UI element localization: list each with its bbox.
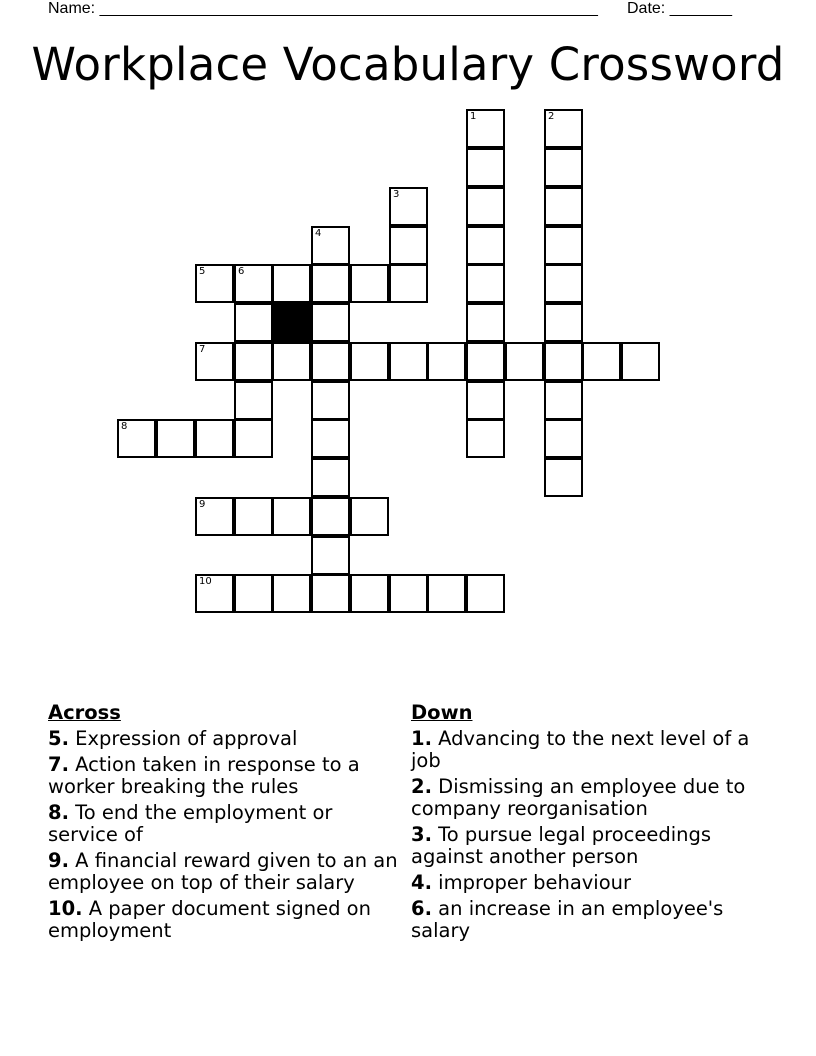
grid-cell[interactable]	[389, 226, 428, 265]
date-field-label: Date: _______	[627, 0, 732, 17]
grid-cell[interactable]	[389, 574, 428, 613]
grid-cell[interactable]	[544, 109, 583, 148]
grid-cell[interactable]	[311, 303, 350, 342]
across-heading: Across	[48, 701, 121, 724]
grid-cell[interactable]	[234, 381, 273, 420]
grid-cell[interactable]	[117, 419, 156, 458]
across-clue: 5. Expression of approval	[48, 727, 298, 750]
grid-cell[interactable]	[311, 458, 350, 497]
grid-cell[interactable]	[544, 419, 583, 458]
grid-cell[interactable]	[544, 264, 583, 303]
grid-cell[interactable]	[195, 264, 234, 303]
black-cell	[272, 303, 311, 342]
grid-cell[interactable]	[582, 342, 621, 381]
grid-cell[interactable]	[350, 497, 389, 536]
across-clues	[48, 702, 398, 946]
clue-number: 7	[199, 344, 206, 355]
grid-cell[interactable]	[427, 574, 466, 613]
across-clue: 7. Action taken in response to a worker breaking the rules	[48, 753, 360, 798]
grid-cell[interactable]	[234, 419, 273, 458]
grid-cell[interactable]	[311, 536, 350, 575]
grid-cell[interactable]	[350, 574, 389, 613]
across-clue: 8. To end the employment or service of	[48, 801, 333, 846]
grid-cell[interactable]	[311, 497, 350, 536]
grid-cell[interactable]	[195, 497, 234, 536]
clue-number: 8	[121, 421, 128, 432]
grid-cell[interactable]	[427, 342, 466, 381]
grid-cell[interactable]	[311, 381, 350, 420]
grid-cell[interactable]	[350, 264, 389, 303]
grid-cell[interactable]	[544, 342, 583, 381]
grid-cell[interactable]	[621, 342, 660, 381]
grid-cell[interactable]	[389, 264, 428, 303]
grid-cell[interactable]	[195, 342, 234, 381]
grid-cell[interactable]	[466, 381, 505, 420]
clue-number: 6	[238, 266, 245, 277]
grid-cell[interactable]	[311, 226, 350, 265]
grid-cell[interactable]	[466, 264, 505, 303]
down-clue: 2. Dismissing an employee due to company reorganisation	[411, 775, 746, 820]
grid-cell[interactable]	[272, 574, 311, 613]
clue-number: 10	[199, 576, 212, 587]
grid-cell[interactable]	[234, 497, 273, 536]
grid-cell[interactable]	[466, 187, 505, 226]
grid-cell[interactable]	[234, 264, 273, 303]
grid-cell[interactable]	[544, 458, 583, 497]
grid-cell[interactable]	[311, 264, 350, 303]
down-clue: 6. an increase in an employee's salary	[411, 897, 724, 942]
grid-cell[interactable]	[544, 226, 583, 265]
grid-cell[interactable]	[466, 226, 505, 265]
grid-cell[interactable]	[389, 187, 428, 226]
grid-cell[interactable]	[272, 264, 311, 303]
grid-cell[interactable]	[466, 419, 505, 458]
grid-cell[interactable]	[544, 303, 583, 342]
clue-number: 3	[393, 189, 400, 200]
grid-cell[interactable]	[466, 303, 505, 342]
down-clue: 1. Advancing to the next level of a job	[411, 727, 750, 772]
grid-cell[interactable]	[350, 342, 389, 381]
grid-cell[interactable]	[234, 342, 273, 381]
down-clue: 4. improper behaviour	[411, 871, 632, 894]
grid-cell[interactable]	[272, 342, 311, 381]
grid-cell[interactable]	[466, 342, 505, 381]
grid-cell[interactable]	[505, 342, 544, 381]
grid-cell[interactable]	[195, 574, 234, 613]
grid-cell[interactable]	[234, 574, 273, 613]
clue-number: 4	[315, 228, 322, 239]
grid-cell[interactable]	[466, 574, 505, 613]
down-heading: Down	[411, 701, 473, 724]
grid-cell[interactable]	[544, 148, 583, 187]
clue-number: 9	[199, 499, 206, 510]
grid-cell[interactable]	[311, 419, 350, 458]
clue-number: 5	[199, 266, 206, 277]
clue-number: 1	[470, 111, 477, 122]
name-field-label: Name: ________________________________________________________	[48, 0, 598, 17]
grid-cell[interactable]	[466, 148, 505, 187]
grid-cell[interactable]	[544, 381, 583, 420]
page-title: Workplace Vocabulary Crossword	[31, 38, 785, 91]
across-clue: 10. A paper document signed on employment	[48, 897, 371, 942]
grid-cell[interactable]	[311, 342, 350, 381]
grid-cell[interactable]	[389, 342, 428, 381]
down-clue: 3. To pursue legal proceedings against another person	[411, 823, 712, 868]
grid-cell[interactable]	[195, 419, 234, 458]
clue-number: 2	[548, 111, 555, 122]
grid-cell[interactable]	[544, 187, 583, 226]
down-clues	[411, 702, 761, 946]
across-clue: 9. A financial reward given to an an employee on top of their salary	[48, 849, 398, 894]
grid-cell[interactable]	[466, 109, 505, 148]
grid-cell[interactable]	[311, 574, 350, 613]
grid-cell[interactable]	[156, 419, 195, 458]
grid-cell[interactable]	[272, 497, 311, 536]
grid-cell[interactable]	[234, 303, 273, 342]
